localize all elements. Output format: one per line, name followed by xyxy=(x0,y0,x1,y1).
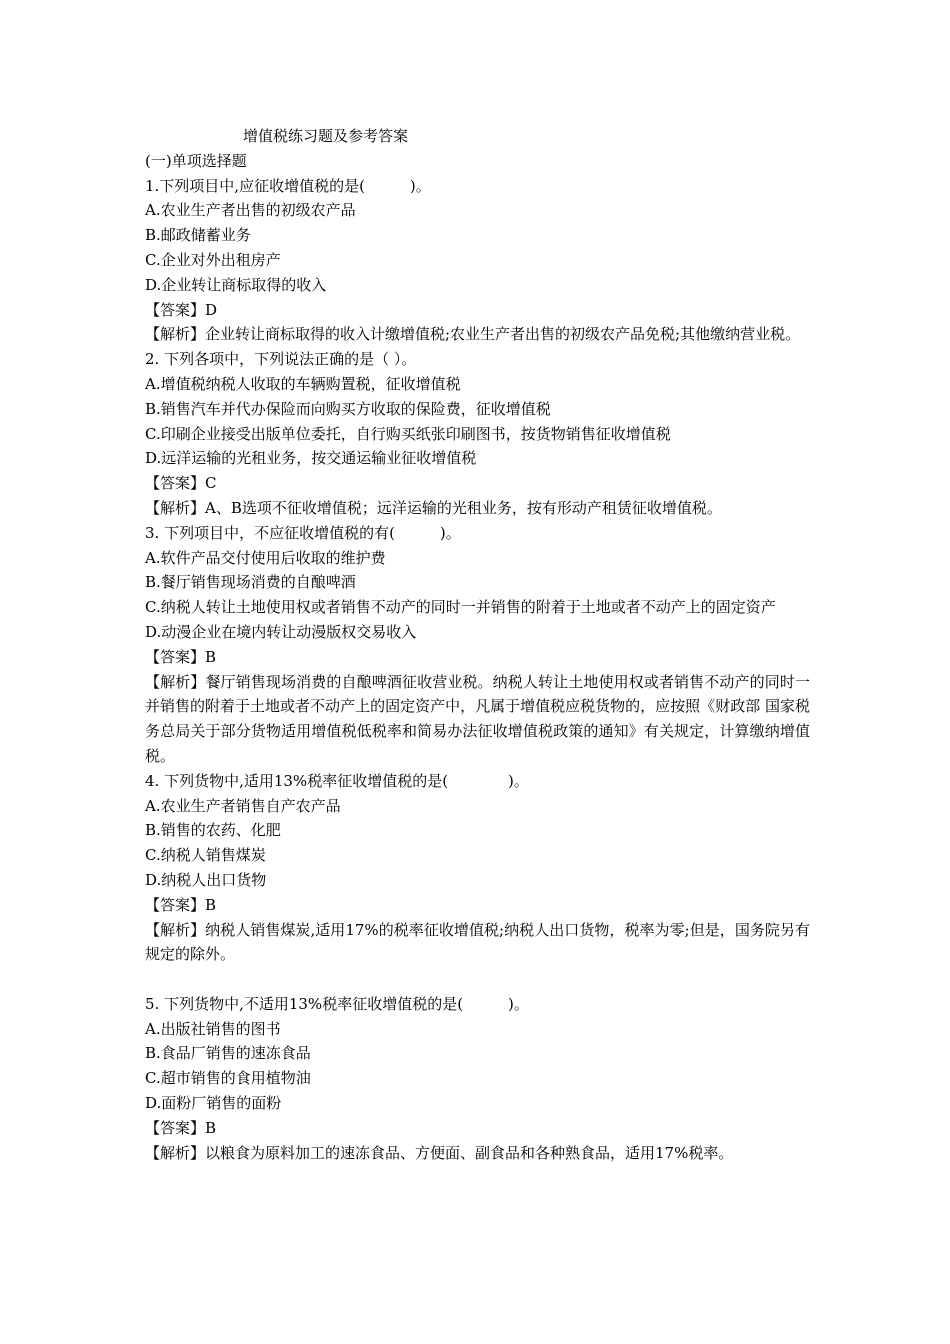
analysis: 【解析】餐厅销售现场消费的自酿啤酒征收营业税。纳税人转让土地使用权或者销售不动产的同时一并销售的附着于土地或者不动产上的固定资产中，凡属于增值税应税货物的，应按照《财政部 国家税务总局关于部分货物适用增值税低税率和简易办法征收增值税政策的通知》有关规定，计算缴纳增值税。 xyxy=(145,672,810,765)
document-title: 增值税练习题及参考答案 xyxy=(243,127,409,145)
question-stem: 2. 下列各项中，下列说法正确的是（ ）。 xyxy=(145,350,417,369)
option-d: D.远洋运输的光租业务，按交通运输业征收增值税 xyxy=(145,449,477,468)
option-b: B.餐厅销售现场消费的自酿啤酒 xyxy=(145,573,356,592)
answer: 【答案】B xyxy=(145,895,217,914)
option-a: A.出版社销售的图书 xyxy=(145,1019,281,1038)
analysis: 【解析】以粮食为原料加工的速冻食品、方便面、副食品和各种熟食品，适用17%税率。 xyxy=(145,1143,734,1162)
document-body xyxy=(145,124,810,1165)
option-b: B.销售的农药、化肥 xyxy=(145,821,281,840)
question-stem: 1.下列项目中,应征收增值税的是( )。 xyxy=(145,176,431,195)
option-a: A.软件产品交付使用后收取的维护费 xyxy=(145,548,386,567)
question-2 xyxy=(145,347,810,521)
option-a: A.增值税纳税人收取的车辆购置税，征收增值税 xyxy=(145,374,461,393)
question-1 xyxy=(145,174,810,348)
analysis: 【解析】纳税人销售煤炭,适用17%的税率征收增值税;纳税人出口货物，税率为零;但是，国务院另有规定的除外。 xyxy=(145,920,810,964)
answer: 【答案】C xyxy=(145,474,217,493)
option-b: B.邮政储蓄业务 xyxy=(145,226,251,245)
answer: 【答案】D xyxy=(145,300,218,319)
blank-line xyxy=(145,967,810,992)
option-b: B.销售汽车并代办保险而向购买方收取的保险费，征收增值税 xyxy=(145,399,551,418)
analysis: 【解析】A、B选项不征收增值税；远洋运输的光租业务，按有形动产租赁征收增值税。 xyxy=(145,498,722,517)
option-d: D.动漫企业在境内转让动漫版权交易收入 xyxy=(145,622,417,641)
question-stem: 3. 下列项目中，不应征收增值税的有( )。 xyxy=(145,523,461,542)
section-heading: (一)单项选择题 xyxy=(145,151,247,170)
option-c: C.纳税人转让土地使用权或者销售不动产的同时一并销售的附着于土地或者不动产上的固定资产 xyxy=(145,598,776,617)
option-a: A.农业生产者出售的初级农产品 xyxy=(145,201,356,220)
option-c: C.纳税人销售煤炭 xyxy=(145,846,266,865)
option-b: B.食品厂销售的速冻食品 xyxy=(145,1044,311,1063)
answer: 【答案】B xyxy=(145,1118,217,1137)
option-c: C.企业对外出租房产 xyxy=(145,250,281,269)
option-c: C.印刷企业接受出版单位委托，自行购买纸张印刷图书，按货物销售征收增值税 xyxy=(145,424,671,443)
question-3 xyxy=(145,521,810,769)
question-stem: 5. 下列货物中,不适用13%税率征收增值税的是( )。 xyxy=(145,994,529,1013)
question-stem: 4. 下列货物中,适用13%税率征收增值税的是( )。 xyxy=(145,771,529,790)
option-d: D.纳税人出口货物 xyxy=(145,870,267,889)
option-c: C.超市销售的食用植物油 xyxy=(145,1069,311,1088)
option-d: D.企业转让商标取得的收入 xyxy=(145,275,327,294)
question-4 xyxy=(145,769,810,967)
question-5 xyxy=(145,992,810,1166)
option-d: D.面粉厂销售的面粉 xyxy=(145,1094,282,1113)
analysis: 【解析】企业转让商标取得的收入计缴增值税;农业生产者出售的初级农产品免税;其他缴纳营业税。 xyxy=(145,325,801,344)
answer: 【答案】B xyxy=(145,647,217,666)
option-a: A.农业生产者销售自产农产品 xyxy=(145,796,341,815)
